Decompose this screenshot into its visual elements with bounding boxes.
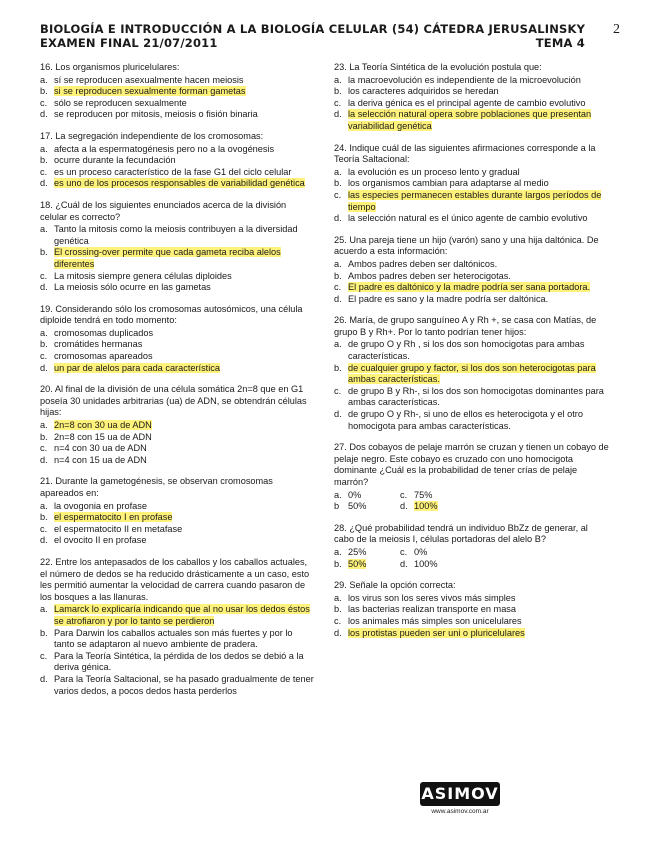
question-19: [40, 304, 315, 375]
answer-highlight: un par de alelos para cada característica: [54, 362, 220, 373]
option-b: b. El crossing-over permite que cada gameta reciba alelos diferentes: [40, 247, 281, 269]
question-22: [40, 557, 315, 697]
answer-highlight: 2n=8 con 30 ua de ADN: [54, 420, 152, 431]
option-b: b. los organismos cambian para adaptarse al medio: [334, 178, 549, 189]
left-column: [40, 62, 315, 707]
logo-wordmark: ASIMOV: [420, 782, 500, 806]
question-stem: 28. ¿Qué probabilidad tendrá un individuo BbZz de generar, al cabo de la meiosis I, células portadoras del alelo B?: [334, 522, 588, 545]
option-b: b. ocurre durante la fecundación: [40, 155, 176, 166]
question-stem: 22. Entre los antepasados de los caballos y los caballos actuales, el número de dedos se ha reducido drásticamente a un caso, esto les permitió aumentar la velocidad de carrera cuando pasaron de los bosques a las llanuras.: [40, 556, 310, 602]
option-d: d. se reproducen por mitosis, meiosis o fisión binaria: [40, 109, 258, 120]
question-stem: 19. Considerando sólo los cromosomas autosómicos, una célula diploide tendrá en todo momento:: [40, 303, 303, 326]
options-grid: a. 25% c. 0% b. 50% d. 100%: [334, 547, 609, 570]
option-c: 0%: [414, 546, 428, 557]
question-29: [334, 580, 609, 639]
option-a: a. 2n=8 con 30 ua de ADN: [40, 420, 152, 431]
option-a: a. de grupo O y Rh , si los dos son homocigotas para ambas características.: [334, 339, 585, 362]
option-c: c. cromosomas apareados: [40, 351, 153, 362]
option-b: b. Para Darwin los caballos actuales son más fuertes y por lo tanto se adaptaron al nuevo ambiente de pradera.: [40, 627, 293, 650]
option-a: a. afecta a la espermatogénesis pero no a la ovogénesis: [40, 143, 275, 154]
option-c: 75%: [414, 489, 433, 500]
question-stem: 16. Los organismos pluricelulares:: [40, 62, 180, 72]
option-d: d. El padre es sano y la madre podría ser daltónica.: [334, 293, 549, 304]
option-c: c. los animales más simples son unicelulares: [334, 615, 522, 626]
question-26: [334, 315, 609, 432]
question-stem: 17. La segregación independiente de los cromosomas:: [40, 130, 264, 141]
question-stem: 27. Dos cobayos de pelaje marrón se cruzan y tienen un cobayo de pelaje negro. Este cobayo es cruzado con uno homocigota dominante ¿Cuál es la probabilidad de tener crías de pelaje marrón?: [334, 442, 609, 487]
option-b: 50%: [348, 501, 367, 512]
option-b: b. cromátides hermanas: [40, 339, 143, 350]
option-d: d. La meiosis sólo ocurre en las gametas: [40, 282, 211, 293]
question-stem: 24. Indique cuál de las siguientes afirmaciones corresponde a la Teoría Saltacional:: [334, 142, 596, 165]
option-d: d. la selección natural es el único agente de cambio evolutivo: [334, 213, 588, 224]
question-18: [40, 200, 315, 294]
option-d: 100%: [414, 558, 438, 569]
option-c: c. Para la Teoría Sintética, la pérdida de los dedos se debió a la deriva génica.: [40, 650, 304, 673]
option-b: b. el espermatocito I en profase: [40, 512, 173, 523]
option-d: d. los protistas pueden ser uni o pluricelulares: [334, 627, 525, 638]
question-stem: 18. ¿Cuál de los siguientes enunciados acerca de la división celular es correcto?: [40, 199, 287, 222]
option-b: b. si se reproducen sexualmente forman gametas: [40, 86, 246, 97]
question-20: [40, 384, 315, 466]
question-16: [40, 62, 315, 121]
option-a: a. la ovogonia en profase: [40, 500, 147, 511]
answer-highlight: el espermatocito I en profase: [54, 512, 173, 523]
option-d: d. un par de alelos para cada característica: [40, 362, 220, 373]
option-b: b. las bacterias realizan transporte en masa: [334, 604, 517, 615]
question-stem: 21. Durante la gametogénesis, se observan cromosomas apareados en:: [40, 476, 273, 498]
option-d: d. Para la Teoría Saltacional, se ha pasado gradualmente de tener varios dedos, a pocos dedos hasta perderlos: [40, 673, 314, 696]
answer-highlight: es uno de los procesos responsables de variabilidad genética: [54, 178, 305, 189]
answer-highlight: 100%: [414, 501, 438, 512]
answer-highlight: El crossing-over permite que cada gameta reciba alelos diferentes: [54, 247, 281, 269]
option-d: d. n=4 con 15 ua de ADN: [40, 454, 147, 465]
option-a: a. Lamarck lo explicaría indicando que al no usar los dedos éstos se atrofiaron y por lo tanto se perdieron: [40, 604, 310, 626]
answer-highlight: Lamarck lo explicaría indicando que al no usar los dedos éstos se atrofiaron y por lo tanto se perdieron: [54, 604, 310, 626]
question-28: [334, 523, 609, 570]
question-23: [334, 62, 609, 133]
exam-tema: TEMA 4: [535, 36, 585, 50]
option-c: c. el espermatocito II en metafase: [40, 523, 183, 534]
question-17: [40, 131, 315, 190]
question-stem: 20. Al final de la división de una célula somática 2n=8 que en G1 poseía 30 unidades arbitrarias (ua) de ADN, se obtendrán células hijas:: [40, 384, 307, 418]
option-c: c. las especies permanecen estables durante largos períodos de tiempo: [334, 189, 602, 212]
option-b: b. Ambos padres deben ser heterocigotas.: [334, 270, 511, 281]
answer-highlight: de cualquier grupo y factor, si los dos son heterocigotas para ambas características.: [348, 362, 596, 385]
option-c: c. es un proceso característico de la fase G1 del ciclo celular: [40, 166, 292, 177]
question-stem: 25. Una pareja tiene un hijo (varón) sano y una hija daltónica. De acuerdo a esta información:: [334, 234, 599, 257]
exam-title: BIOLOGÍA E INTRODUCCIÓN A LA BIOLOGÍA CELULAR (54) CÁTEDRA JERUSALINSKY: [40, 22, 586, 36]
option-a: a. la evolución es un proceso lento y gradual: [334, 166, 520, 177]
answer-highlight: 50%: [348, 558, 367, 569]
option-c: c. n=4 con 30 ua de ADN: [40, 443, 147, 454]
question-27: [334, 442, 609, 513]
option-a: a. los virus son los seres vivos más simples: [334, 592, 516, 603]
option-a: a. Tanto la mitosis como la meiosis contribuyen a la diversidad genética: [40, 224, 298, 246]
option-a: a. sí se reproducen asexualmente hacen meiosis: [40, 74, 244, 85]
option-c: c. la deriva génica es el principal agente de cambio evolutivo: [334, 97, 586, 108]
option-b: b. de cualquier grupo y factor, si los dos son heterocigotas para ambas características.: [334, 362, 596, 385]
options-grid: a. 0% c. 75% b 50% d. 100%: [334, 490, 609, 513]
answer-highlight: la selección natural opera sobre poblaciones que presentan variabilidad genética: [348, 109, 592, 131]
logo-url: www.asimov.com.ar: [431, 808, 489, 815]
option-d: d. es uno de los procesos responsables de variabilidad genética: [40, 178, 305, 189]
option-a: 0%: [348, 489, 362, 500]
asimov-logo: [414, 782, 506, 822]
page-number: 2: [613, 22, 620, 37]
question-25: [334, 235, 609, 306]
question-stem: 26. María, de grupo sanguíneo A y Rh +, se casa con Matías, de grupo B y Rh+. Por lo tanto podrían tener hijos:: [334, 315, 597, 337]
option-a: a. la macroevolución es independiente de la microevolución: [334, 74, 581, 85]
answer-highlight: las especies permanecen estables durante largos períodos de tiempo: [348, 189, 602, 212]
answer-highlight: los protistas pueden ser uni o pluricelulares: [348, 627, 525, 638]
exam-header: [40, 22, 620, 50]
answer-highlight: si se reproducen sexualmente forman gametas: [54, 86, 246, 97]
option-a: a. cromosomas duplicados: [40, 327, 154, 338]
right-column: [334, 62, 609, 649]
option-c: c. La mitosis siempre genera células diploides: [40, 270, 232, 281]
option-d: d. de grupo O y Rh-, si uno de ellos es heterocigota y el otro homocigota para ambas características.: [334, 409, 583, 431]
option-d: d. la selección natural opera sobre poblaciones que presentan variabilidad genética: [334, 109, 592, 131]
question-stem: 29. Señale la opción correcta:: [334, 580, 456, 591]
option-c: c. de grupo B y Rh-, si los dos son homocigotas dominantes para ambas características.: [334, 385, 604, 408]
option-a: a. Ambos padres deben ser daltónicos.: [334, 258, 498, 269]
option-c: c. sólo se reproducen sexualmente: [40, 97, 187, 108]
question-21: [40, 476, 315, 547]
option-b: b. los caracteres adquiridos se heredan: [334, 86, 499, 97]
option-c: c. El padre es daltónico y la madre podría ser sana portadora.: [334, 282, 591, 293]
option-d: d. el ovocito II en profase: [40, 535, 147, 546]
answer-highlight: El padre es daltónico y la madre podría ser sana portadora.: [348, 282, 591, 293]
exam-date: EXAMEN FINAL 21/07/2011: [40, 36, 218, 50]
option-b: b. 2n=8 con 15 ua de ADN: [40, 431, 152, 442]
question-24: [334, 143, 609, 225]
option-a: 25%: [348, 546, 367, 557]
question-stem: 23. La Teoría Sintética de la evolución postula que:: [334, 62, 542, 72]
